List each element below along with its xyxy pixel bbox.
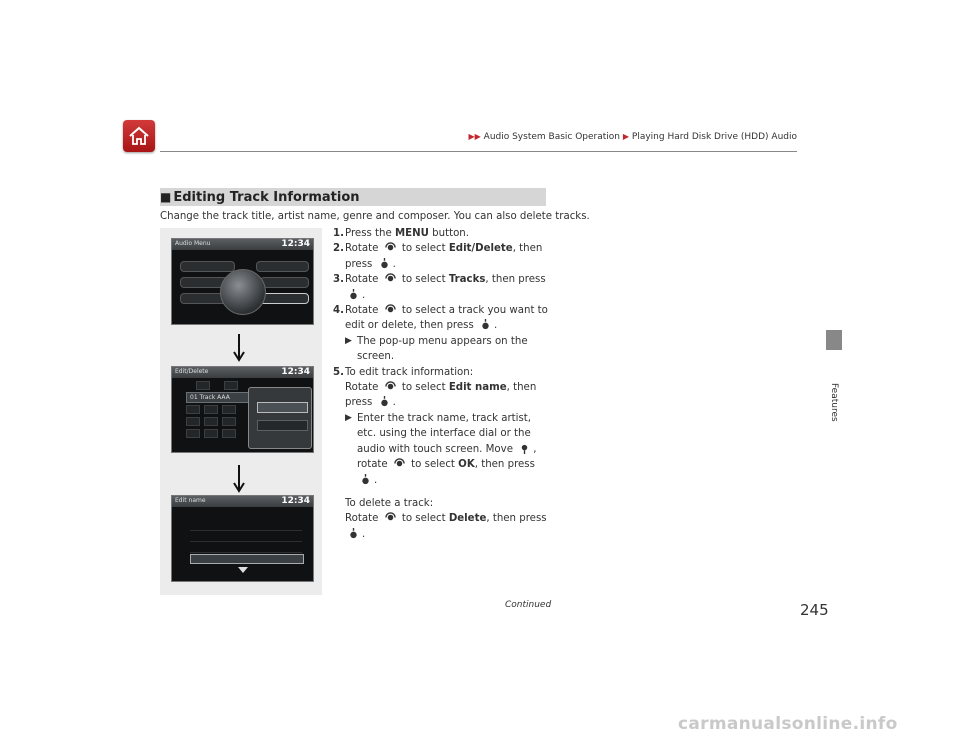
breadcrumb-item-audio-basic[interactable]: Audio System Basic Operation (483, 132, 620, 142)
interface-dial-rotate-icon (385, 242, 396, 253)
scroll-down-icon (238, 567, 248, 573)
section-heading (160, 188, 546, 206)
delete-action: Rotate to select Delete, then press . (345, 513, 547, 540)
arrow-down-icon (233, 465, 245, 493)
delete-heading: To delete a track: (345, 497, 434, 509)
menu-row (256, 261, 309, 272)
screen-clock: 12:34 (281, 496, 310, 506)
interface-dial-rotate-icon (385, 381, 396, 392)
screen-clock: 12:34 (281, 367, 310, 377)
arrow-down-icon (233, 334, 245, 362)
note-arrow-icon: ▶ (345, 412, 352, 423)
step-5: 5. To edit track information: (333, 366, 474, 378)
interface-dial-rotate-icon (394, 458, 405, 469)
interface-dial-press-icon (480, 319, 491, 330)
popup-option (257, 420, 308, 431)
popup-option-selected (257, 402, 308, 413)
step-4-note: ▶ The pop-up menu appears on the screen. (345, 335, 528, 363)
section-title: Editing Track Information (173, 190, 360, 205)
screen-title: Edit name (175, 497, 206, 504)
step-3: 3. Rotate to select Tracks, then press . (333, 274, 546, 301)
menu-row (260, 277, 309, 288)
info-row (190, 544, 302, 553)
screen-title: Edit/Delete (175, 368, 209, 375)
screen-title: Audio Menu (175, 240, 211, 247)
info-row-selected (190, 554, 304, 564)
breadcrumb-item-hdd-audio[interactable]: Playing Hard Disk Drive (HDD) Audio (631, 132, 797, 142)
menu-row (180, 261, 235, 272)
instruction-steps (329, 226, 549, 542)
section-square-icon: ■ (160, 190, 172, 204)
interface-dial-press-icon (379, 396, 390, 407)
screen-audio-menu (171, 238, 314, 325)
menu-dial-graphic (220, 269, 266, 315)
track-row-selected: 01 Track AAA (186, 392, 257, 403)
step-2: 2. Rotate to select Edit/Delete, then press . (333, 243, 543, 270)
home-button[interactable] (123, 120, 155, 152)
info-row (190, 522, 302, 531)
chapter-label: Features (829, 383, 839, 422)
breadcrumb-arrow-icon: ▶▶ (468, 132, 481, 141)
popup-menu (248, 387, 312, 449)
info-row (190, 533, 302, 542)
note-arrow-icon: ▶ (345, 335, 352, 346)
interface-dial-rotate-icon (385, 304, 396, 315)
step-4: 4. Rotate to select a track you want to edit or delete, then press . (333, 305, 548, 332)
watermark: carmanualsonline.info (678, 714, 898, 734)
header-divider (160, 151, 797, 152)
intro-text: Change the track title, artist name, genre and composer. You can also delete tracks. (160, 211, 590, 222)
step-5-note: ▶ Enter the track name, track artist, etc. using the interface dial or the audio with touch screen. Move , rotate to select OK, then press . (345, 412, 537, 486)
screen-edit-name (171, 495, 314, 582)
breadcrumb-separator-icon: ▶ (622, 132, 630, 141)
step-1: 1. Press the MENU button. (333, 228, 470, 239)
interface-dial-press-icon (348, 528, 359, 539)
home-icon (128, 125, 150, 147)
page-number: 245 (800, 601, 829, 619)
chapter-tab[interactable] (826, 330, 842, 350)
continued-label: Continued (505, 600, 552, 610)
screen-clock: 12:34 (281, 239, 310, 249)
screen-edit-delete (171, 366, 314, 453)
interface-dial-rotate-icon (385, 512, 396, 523)
interface-dial-move-icon (519, 443, 530, 454)
interface-dial-press-icon (379, 258, 390, 269)
interface-dial-rotate-icon (385, 273, 396, 284)
interface-dial-press-icon (360, 474, 371, 485)
interface-dial-press-icon (348, 289, 359, 300)
step-5-action: Rotate to select Edit name, then press . (345, 382, 537, 409)
breadcrumb (468, 132, 797, 142)
